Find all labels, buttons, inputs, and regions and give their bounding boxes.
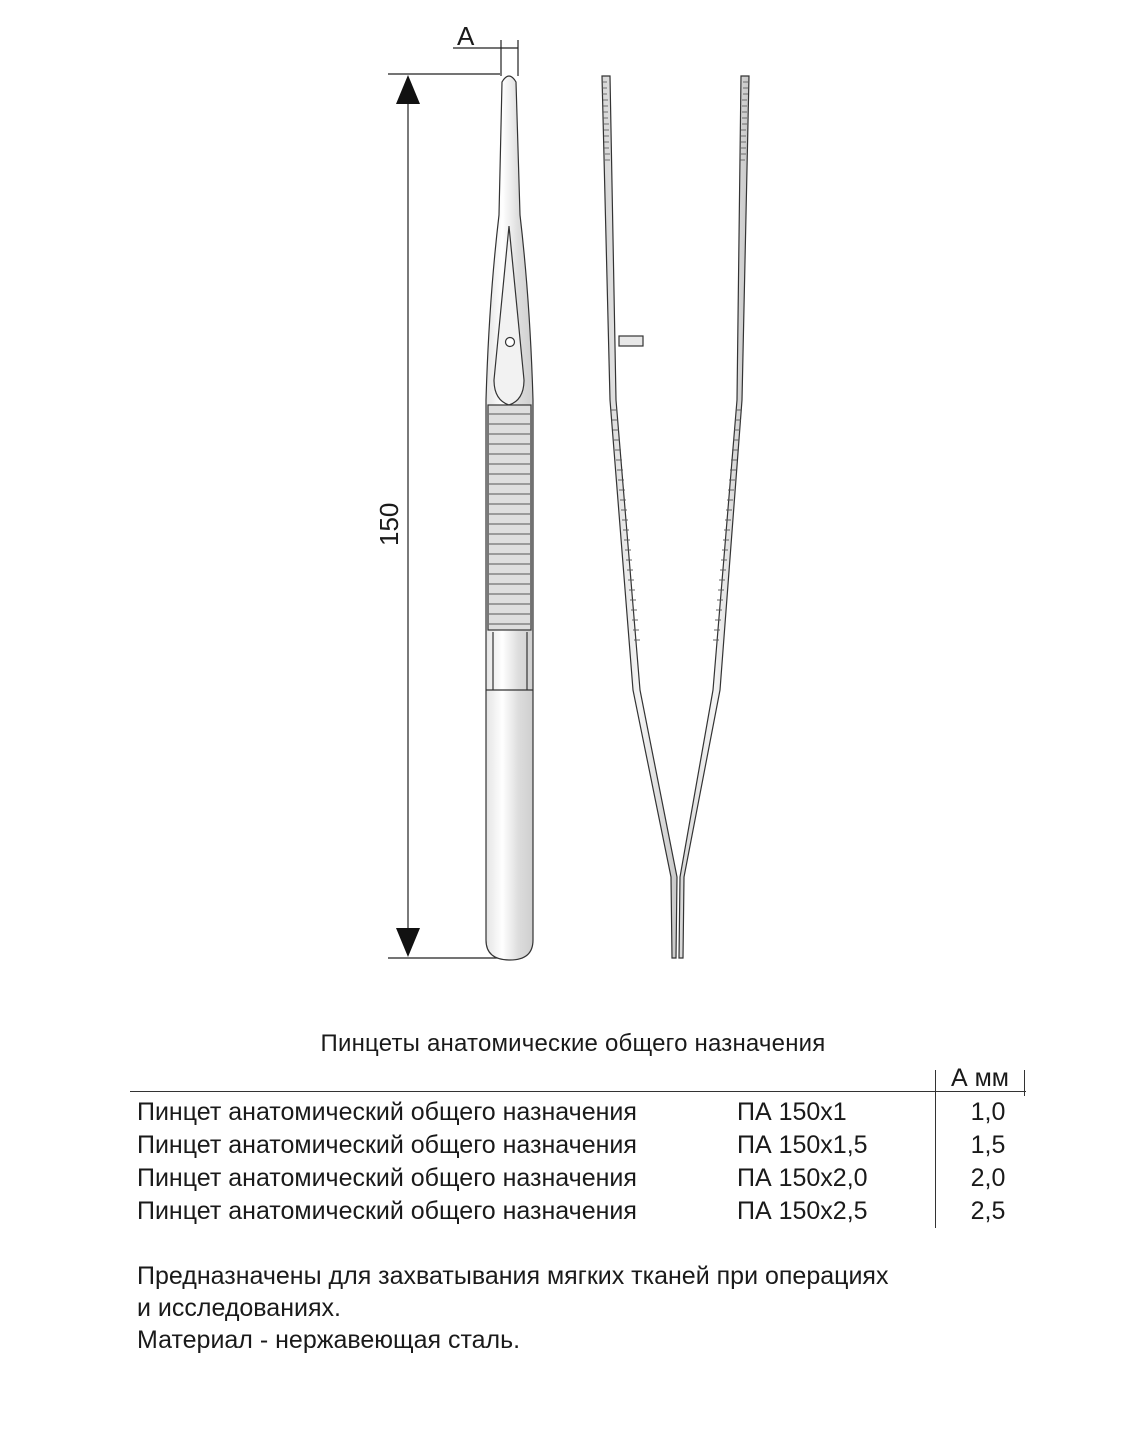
column-header-a-mm: А мм (951, 1064, 1009, 1092)
arrow-up-icon (396, 75, 420, 104)
tip-serration (602, 82, 748, 160)
row-name: Пинцет анатомический общего назначения (137, 1098, 637, 1126)
description-line: Предназначены для захватывания мягких тканей при операциях (137, 1262, 889, 1290)
table-header-rule (130, 1091, 1026, 1092)
table-row (137, 1164, 1017, 1196)
spec-table (130, 1064, 1026, 1228)
description-line: Материал - нержавеющая сталь. (137, 1326, 521, 1354)
dimension-a-label: А (457, 21, 475, 51)
forceps-front-view (486, 76, 533, 960)
row-code: ПА 150х2,0 (737, 1164, 868, 1192)
row-value: 1,5 (970, 1131, 1006, 1159)
dimension-a (453, 21, 518, 76)
row-name: Пинцет анатомический общего назначения (137, 1164, 637, 1192)
dimension-length (374, 74, 500, 958)
table-title: Пинцеты анатомические общего назначения (320, 1030, 826, 1057)
table-row (137, 1098, 1017, 1130)
row-name: Пинцет анатомический общего назначения (137, 1197, 637, 1225)
forceps-side-view (602, 76, 749, 958)
description-line: и исследованиях. (137, 1294, 341, 1322)
table-row (137, 1197, 1017, 1229)
row-code: ПА 150х1 (737, 1098, 847, 1126)
row-value: 2,0 (970, 1164, 1006, 1192)
row-value: 2,5 (970, 1197, 1006, 1225)
description (137, 1260, 888, 1356)
row-code: ПА 150х1,5 (737, 1131, 868, 1159)
row-value: 1,0 (970, 1098, 1006, 1126)
table-row (137, 1131, 1017, 1163)
arrow-down-icon (396, 928, 420, 957)
dimension-length-label: 150 (374, 502, 404, 546)
row-name: Пинцет анатомический общего назначения (137, 1131, 637, 1159)
row-code: ПА 150х2,5 (737, 1197, 868, 1225)
